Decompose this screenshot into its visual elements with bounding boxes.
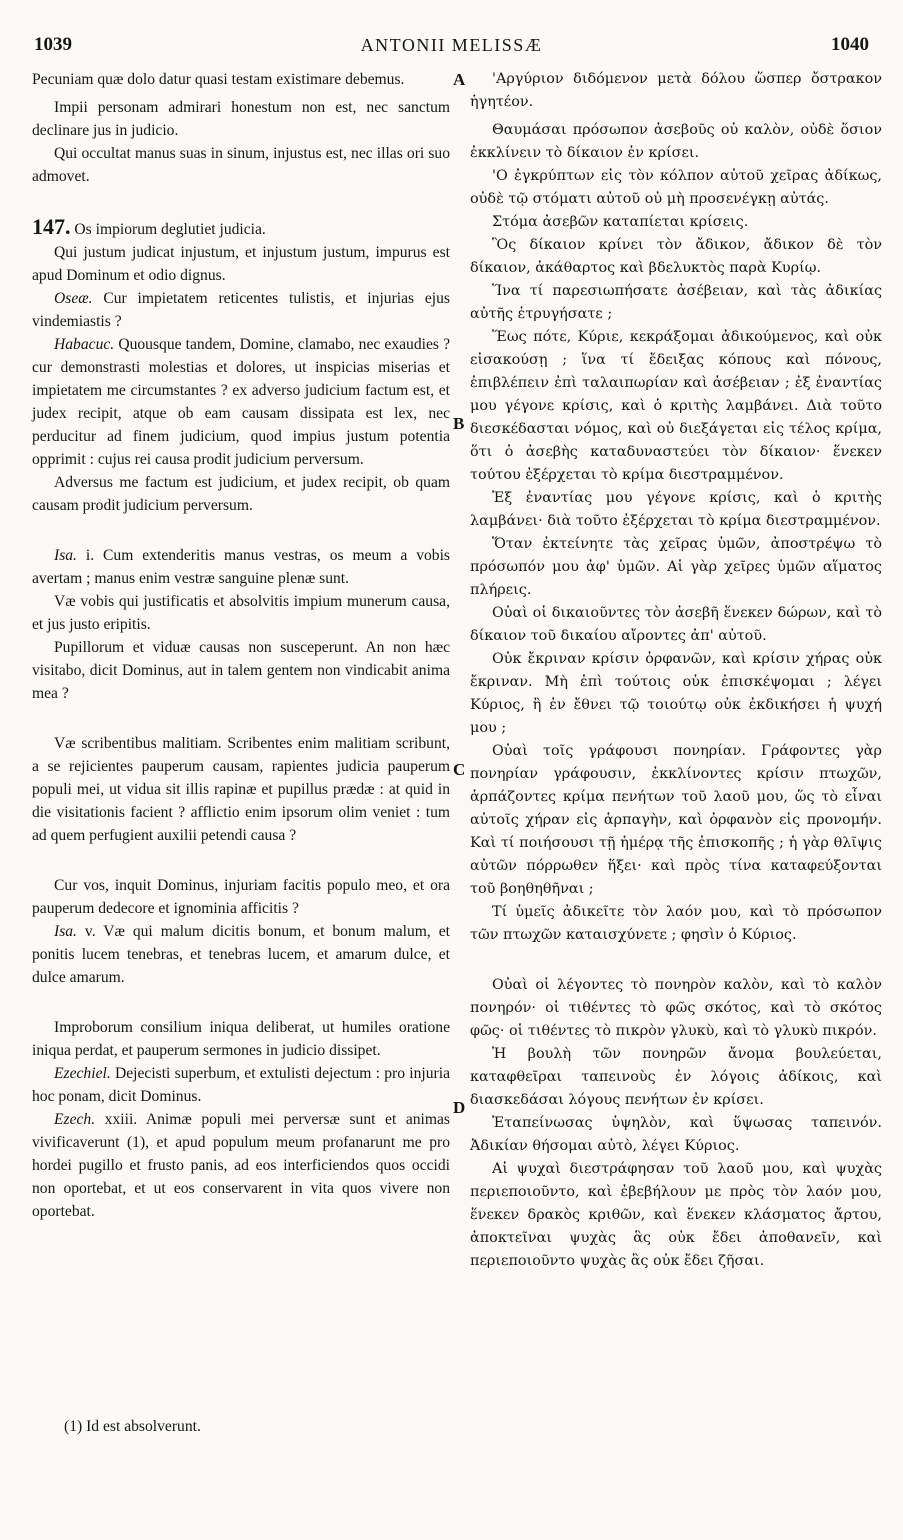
greek-paragraph: 'Ο ἐγκρύπτων εἰς τὸν κόλπον αὐτοῦ χεῖρας ἀδίκως, οὐδὲ τῷ στόματι αὐτοῦ οὐ μὴ προσενέγκῃ αὐτάς.	[470, 168, 882, 207]
section-heading-text: Os impiorum deglutiet judicia.	[70, 221, 266, 238]
greek-paragraph: Ἡ βουλὴ τῶν πονηρῶν ἄνομα βουλεύεται, καταφθεῖραι ταπεινοὺς ἐν λόγοις ἀδίκοις, καὶ διασκεδάσαι λόγους πενήτων ἐν κρίσει.	[470, 1046, 882, 1108]
margin-letter-c: C	[453, 760, 466, 779]
greek-column	[470, 68, 882, 1273]
latin-paragraph: Isa. i. Cum extenderitis manus vestras, os meum a vobis avertam ; manus enim vestræ sanguine plenæ sunt.	[32, 547, 450, 587]
greek-paragraph: Θαυμάσαι πρόσωπον ἀσεβοῦς οὐ καλὸν, οὐδὲ ὅσιον ἐκκλίνειν τὸ δίκαιον ἐν κρίσει.	[470, 122, 882, 161]
greek-paragraph: Αἱ ψυχαὶ διεστράφησαν τοῦ λαοῦ μου, καὶ ψυχὰς περιεποιοῦντο, καὶ ἐβεβήλουν με πρὸς τὸν λαόν μου, ἕνεκεν δρακὸς κριθῶν, καὶ ἕνεκεν κλάσματος ἄρτου, ἀποκτεῖναι ψυχὰς ἃς οὐκ ἔδει ἀποθανεῖν, καὶ περιεποιοῦντο ψυχὰς ἃς οὐκ ἔδει ζῆσαι.	[470, 1161, 882, 1269]
latin-paragraph: Impii personam admirari honestum non est, nec sanctum declinare jus in judicio.	[32, 99, 450, 139]
latin-paragraph: Oseæ. Cur impietatem reticentes tulistis, et injurias ejus vindemiastis ?	[32, 290, 450, 330]
latin-paragraph: Ezechiel. Dejecisti superbum, et extulisti dejectum : pro injuria hoc ponam, dicit Dominus.	[32, 1065, 450, 1105]
source-label: Habacuc.	[54, 336, 115, 353]
greek-paragraph: Ἕως πότε, Κύριε, κεκράξομαι ἀδικούμενος, καὶ οὐκ εἰσακούσῃ ; ἵνα τί ἔδειξας κόπους καὶ πόνους, ἐπιβλέπειν ἐπὶ ταλαιπωρίαν καὶ ἀσέβειαν ; ἐξ ἐναντίας μου γέγονε κρίσις, καὶ ὁ κριτὴς λαμβάνει. Διὰ τοῦτο διεσκέδασται νόμος, καὶ οὐ διεξάγεται εἰς τέλος κρίμα, ὅτι ὁ ἀσεβὴς καταδυναστεύει τὸν δίκαιον· ἕνεκεν τούτου ἐξέρχεται τὸ κρίμα διεστραμμένον.	[470, 329, 882, 483]
latin-paragraph: Habacuc. Quousque tandem, Domine, clamabo, nec exaudies ? cur demonstrasti molestias et dolores, ut inspicias miserias et impietatem me circumstantes ? ex adverso judicium factum est, et judex recipit, atque ob eam causam dissipata est lex, nec perducitur ad finem judicium, quod impius justum potentia opprimit : cujus rei causa prodit judicium perversum.	[32, 336, 450, 468]
latin-paragraph: Improborum consilium iniqua deliberat, ut humiles oratione iniqua perdat, et pauperum sermones in judicio dissipet.	[32, 1019, 450, 1059]
greek-paragraph: Ἐταπείνωσας ὑψηλὸν, καὶ ὕψωσας ταπεινόν. Ἀδικίαν θήσομαι αὐτὸ, λέγει Κύριος.	[470, 1115, 882, 1154]
greek-paragraph: Οὐκ ἔκριναν κρίσιν ὀρφανῶν, καὶ κρίσιν χήρας οὐκ ἔκριναν. Μὴ ἐπὶ τούτοις οὐκ ἐπισκέψομαι ; λέγει Κύριος, ἢ ἐν ἔθνει τῷ τοιούτῳ οὐκ ἐκδικήσει ἡ ψυχή μου ;	[470, 651, 882, 736]
greek-paragraph: Οὐαὶ οἱ δικαιοῦντες τὸν ἀσεβῆ ἕνεκεν δώρων, καὶ τὸ δίκαιον τοῦ δικαίου αἴροντες ἀπ' αὐτοῦ.	[470, 605, 882, 644]
latin-paragraph: Adversus me factum est judicium, et judex recipit, ob quam causam prodit judicium perversum.	[32, 474, 450, 514]
source-label: Isa.	[54, 547, 77, 564]
greek-paragraph: Τί ὑμεῖς ἀδικεῖτε τὸν λαόν μου, καὶ τὸ πρόσωπον τῶν πτωχῶν καταισχύνετε ; φησὶν ὁ Κύριος.	[470, 904, 882, 943]
latin-paragraph: Qui justum judicat injustum, et injustum justum, impurus est apud Dominum et odio dignus.	[32, 244, 450, 284]
greek-paragraph: Ὃς δίκαιον κρίνει τὸν ἄδικον, ἄδικον δὲ τὸν δίκαιον, ἀκάθαρτος καὶ βδελυκτὸς παρὰ Κυρίῳ.	[470, 237, 882, 276]
section-number: 147.	[32, 214, 71, 239]
latin-paragraph: Væ scribentibus malitiam. Scribentes enim malitiam scribunt, a se rejicientes pauperum causam, rapientes judicia pauperum populi mei, ut vidua sit illis rapinæ et pupillus prædæ : at quid in die visitationis facient ? afflictio enim ipsorum olim veniet : tum ad quem perfugient auxilii petendi causa ?	[32, 735, 450, 844]
footnote: (1) Id est absolverunt.	[64, 1418, 201, 1435]
margin-letter-a: A	[453, 70, 466, 89]
latin-column	[32, 68, 450, 1223]
section-147	[32, 215, 450, 241]
latin-paragraph: Qui occultat manus suas in sinum, injustus est, nec illas ori suo admovet.	[32, 145, 450, 185]
latin-paragraph: Væ vobis qui justificatis et absolvitis impium munerum causa, et jus justo eripitis.	[32, 593, 450, 633]
source-label: Ezech.	[54, 1111, 96, 1128]
margin-letter-b: B	[453, 414, 465, 433]
source-label: Oseæ.	[54, 290, 93, 307]
greek-paragraph: Ὅταν ἐκτείνητε τὰς χεῖρας ὑμῶν, ἀποστρέψω τὸ πρόσωπόν μου ἀφ' ὑμῶν. Αἱ γὰρ χεῖρες ὑμῶν αἵματος πλήρεις.	[470, 536, 882, 598]
source-label: Ezechiel.	[54, 1065, 111, 1082]
left-page-number: 1039	[34, 34, 72, 55]
latin-paragraph: Pupillorum et viduæ causas non susceperunt. An non hæc visitabo, dicit Dominus, aut in talem gentem non vindicabit anima mea ?	[32, 639, 450, 702]
greek-paragraph: Οὐαὶ τοῖς γράφουσι πονηρίαν. Γράφοντες γὰρ πονηρίαν γράφουσιν, ἐκκλίνοντες κρίσιν πτωχῶν, ἁρπάζοντες κρίμα πενήτων τοῦ λαοῦ μου, ὥς τὸ εἶναι αὐτοῖς χήραν εἰς ἁρπαγὴν, καὶ ὀρφανὸν εἰς προνομήν. Καὶ τί ποιήσουσι τῇ ἡμέρᾳ τῆς ἐπισκοπῆς ; ἡ γὰρ θλῖψις αὐτῶν πόρρωθεν ἥξει· καὶ πρὸς τίνα καταφεύξονται τοῦ βοηθηθῆναι ;	[470, 743, 882, 897]
greek-paragraph: Οὐαὶ οἱ λέγοντες τὸ πονηρὸν καλὸν, καὶ τὸ καλὸν πονηρόν· οἱ τιθέντες τὸ φῶς σκότος, καὶ τὸ σκότος φῶς· οἱ τιθέντες τὸ πικρὸν γλυκὺ, καὶ τὸ γλυκὺ πικρόν.	[470, 977, 882, 1039]
greek-paragraph: 'Αργύριον διδόμενον μετὰ δόλου ὥσπερ ὄστρακον ἡγητέον.	[470, 71, 882, 110]
source-label: Isa.	[54, 923, 77, 940]
right-page-number: 1040	[831, 34, 869, 55]
latin-paragraph: Cur vos, inquit Dominus, injuriam facitis populo meo, et ora pauperum dedecore et ignominia afficitis ?	[32, 877, 450, 917]
latin-paragraph: Isa. v. Væ qui malum dicitis bonum, et bonum malum, et ponitis lucem tenebras, et tenebras lucem, et amarum dulce, et dulce amarum.	[32, 923, 450, 986]
greek-paragraph: Ἐξ ἐναντίας μου γέγονε κρίσις, καὶ ὁ κριτὴς λαμβάνει· διὰ τοῦτο ἐξέρχεται τὸ κρίμα διεστραμμένον.	[470, 490, 882, 529]
greek-paragraph: Στόμα ἀσεβῶν καταπίεται κρίσεις.	[492, 214, 749, 230]
latin-paragraph: Ezech. xxiii. Animæ populi mei perversæ sunt et animas vivificaverunt (1), et apud populum meum profanarunt me pro hordei pugillo et frusto panis, ad eos interficiendos quos occidi non oportebat, et ut eos conservarent in vita quos vivere non oportebat.	[32, 1111, 450, 1220]
greek-paragraph: Ἵνα τί παρεσιωπήσατε ἀσέβειαν, καὶ τὰς ἀδικίας αὐτῆς ἐτρυγήσατε ;	[470, 283, 882, 322]
latin-paragraph: Pecuniam quæ dolo datur quasi testam existimare debemus.	[32, 71, 405, 88]
page-header	[0, 34, 903, 64]
running-title: ANTONII MELISSÆ	[360, 35, 543, 55]
margin-letter-d: D	[453, 1098, 466, 1117]
